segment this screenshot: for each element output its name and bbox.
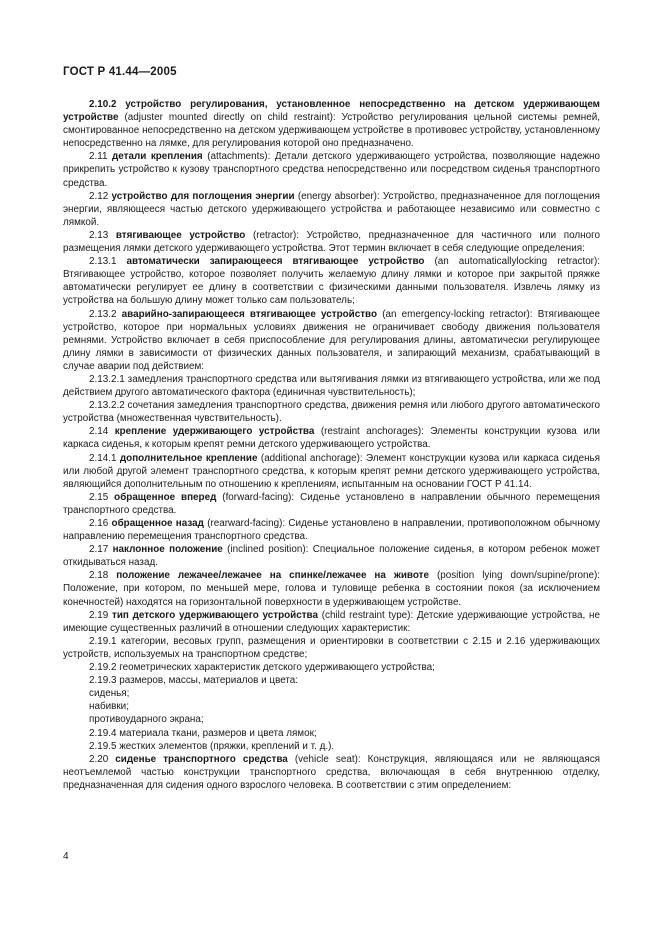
definition-text: (attachments): Детали детского удерживающего устройства, позволяющие надежно прикрепить устройство к кузову транспортного средства непосредственно или посредством сиденья транспортного средства. xyxy=(63,151,601,189)
clause-number: 2.20 xyxy=(89,753,116,765)
definition-text: (inclined position): Специальное положение сиденья, в котором ребенок может откидываться назад. xyxy=(63,544,600,569)
paragraph xyxy=(63,517,600,543)
list-item xyxy=(63,674,600,687)
clause-number: 2.19 xyxy=(89,609,112,621)
definition-text: набивки; xyxy=(89,701,129,713)
term: сиденье транспортного средства xyxy=(115,753,288,765)
definition-text: (restraint anchorages): Элементы конструкции кузова или каркаса сиденья, к которым крепят ремни детского удерживающего устройства. xyxy=(63,426,601,451)
term: обращенное назад xyxy=(111,518,204,529)
definition-text: 2.19.1 категории, весовых групп, размещения и ориентировки в соответствии с 2.15 и 2.16 удерживающих устройств, используемых на транспортном средстве; xyxy=(63,635,600,660)
paragraph xyxy=(63,255,600,307)
term: автоматически запирающееся втягивающее устройство xyxy=(126,256,425,268)
document-body xyxy=(63,98,600,792)
paragraph xyxy=(63,373,600,399)
clause-number: 2.14 xyxy=(89,426,115,438)
clause-number: 2.13.1 xyxy=(89,256,127,268)
paragraph xyxy=(63,569,600,608)
paragraph xyxy=(63,150,600,189)
paragraph xyxy=(63,452,600,491)
definition-text: 2.19.2 геометрических характеристик детского удерживающего устройства; xyxy=(89,662,435,674)
paragraph xyxy=(63,753,600,792)
list-item xyxy=(63,700,600,713)
term: аварийно-запирающееся втягивающее устройство xyxy=(121,308,378,320)
term: дополнительное крепление xyxy=(119,452,258,464)
term: детали крепления xyxy=(112,151,203,163)
definition-text: 2.13.2.2 сочетания замедления транспортного средства, движения ремня или любого другого автоматического устройства (множественная чувствительность). xyxy=(63,400,600,425)
paragraph xyxy=(63,308,600,373)
definition-text: (retractor): Устройство, предназначенное для частичного или полного размещения лямки детского удерживающего устройства. Этот термин включает в себя следующие определения: xyxy=(63,229,600,255)
list-item xyxy=(63,740,600,753)
clause-number: 2.12 xyxy=(89,190,112,202)
paragraph xyxy=(63,98,600,150)
definition-text: (energy absorber): Устройство, предназначенное для поглощения энергии, являющееся частью детского удерживающего устройства и работающее независимо или совместно с лямкой. xyxy=(63,190,600,228)
paragraph xyxy=(63,635,600,661)
definition-text: (rearward-facing): Сиденье установлено в направлении, противоположном обычному направлению перемещения транспортного средства. xyxy=(63,518,600,543)
definition-text: сиденья; xyxy=(89,688,130,700)
definition-text: 2.19.5 жестких элементов (пряжки, креплений и т. д.). xyxy=(89,740,335,752)
paragraph xyxy=(63,491,600,517)
definition-text: 2.19.4 материала ткани, размеров и цвета лямок; xyxy=(89,727,317,739)
term: положение лежачее/лежачее на спинке/лежачее на животе xyxy=(116,570,429,582)
definition-text: 2.13.2.1 замедления транспортного средства или вытягивания лямки из втягивающего устройства, или же под действием другого автоматического фактора (единичная чувствительность); xyxy=(63,373,600,399)
definition-text: противоударного экрана; xyxy=(89,714,204,726)
clause-number: 2.15 xyxy=(89,491,115,503)
clause-number: 2.14.1 xyxy=(89,452,120,464)
term: 2.10.2 устройство регулирования, установленное непосредственно на детском удерживающем устройстве xyxy=(63,99,600,124)
definition-text: (position lying down/supine/prone): Положение, при котором, по меньшей мере, голова и туловище ребенка в состоянии покоя (за исключением конечностей) находятся на горизонтальной поверхности в удерживающем устройстве. xyxy=(63,570,600,608)
definition-text: 2.19.3 размеров, массы, материалов и цвета: xyxy=(89,675,299,687)
clause-number: 2.17 xyxy=(89,544,113,556)
paragraph xyxy=(63,425,600,451)
page-number: 4 xyxy=(63,851,69,862)
list-item xyxy=(63,687,600,700)
list-item xyxy=(63,713,600,726)
clause-number: 2.11 xyxy=(89,151,113,163)
list-item xyxy=(63,727,600,740)
definition-text: (an emergency-locking retractor): Втягивающее устройство, которое при нормальных условиях движения не ограничивает свободу движения пользователя ремнями. Устройство включает в себя приспособление для регулирования длины, автоматически регулирующее длину лямки в зависимости от физических данных пользователя, и запирающий механизм, срабатывающий в случае аварии под действием: xyxy=(63,308,600,372)
definition-text: (child restraint type): Детские удерживающие устройства, не имеющие существенных различий в отношении следующих характеристик: xyxy=(63,609,600,634)
term: крепление удерживающего устройства xyxy=(114,426,315,438)
list-item xyxy=(63,661,600,674)
term: обращенное вперед xyxy=(114,491,217,503)
definition-text: (adjuster mounted directly on child restraint): Устройство регулирования цельной системы ремней, смонтированное непосредственно на детском удерживающем устройстве в противовес устройству, установленному непосредственно на лямке, для регулирования которой оно предназначено. xyxy=(63,112,600,150)
term: тип детского удерживающего устройства xyxy=(111,609,318,621)
clause-number: 2.16 xyxy=(89,518,112,529)
clause-number: 2.13 xyxy=(89,229,116,241)
paragraph xyxy=(63,609,600,635)
definition-text: (additional anchorage): Элемент конструкции кузова или каркаса сиденья или любой другой элемент транспортного средства, к которым крепят ремни детского удерживающего устройства, являющийся дополнительным по отношению к креплениям, испытанным на основании ГОСТ Р 41.14. xyxy=(63,452,601,490)
definition-text: (an automaticallylocking retractor): Втягивающее устройство, которое позволяет получить желаемую длину лямки и которое при закрытой пряжке автоматически регулирует ее длину в соответствии с физическими данными пользователя. Извлечь лямку из устройства на большую длину может только сам пользователь; xyxy=(63,256,601,307)
clause-number: 2.13.2 xyxy=(89,308,122,320)
paragraph xyxy=(63,399,600,425)
term: наклонное положение xyxy=(112,544,223,556)
paragraph xyxy=(63,543,600,569)
term: устройство для поглощения энергии xyxy=(111,190,295,202)
term: втягивающее устройство xyxy=(115,229,246,241)
definition-text: (vehicle seat): Конструкция, являющаяся или не являющаяся неотъемлемой частью конструкции транспортного средства, включающая в себя внутреннюю отделку, предназначенная для сидения одного взрослого человека. В соответствии с этим определением: xyxy=(63,753,600,791)
paragraph xyxy=(63,190,600,229)
paragraph xyxy=(63,229,600,255)
clause-number: 2.18 xyxy=(89,570,117,582)
definition-text: (forward-facing): Сиденье установлено в направлении обычного перемещения транспортного средства. xyxy=(63,491,600,516)
document-header: ГОСТ Р 41.44—2005 xyxy=(63,66,177,78)
